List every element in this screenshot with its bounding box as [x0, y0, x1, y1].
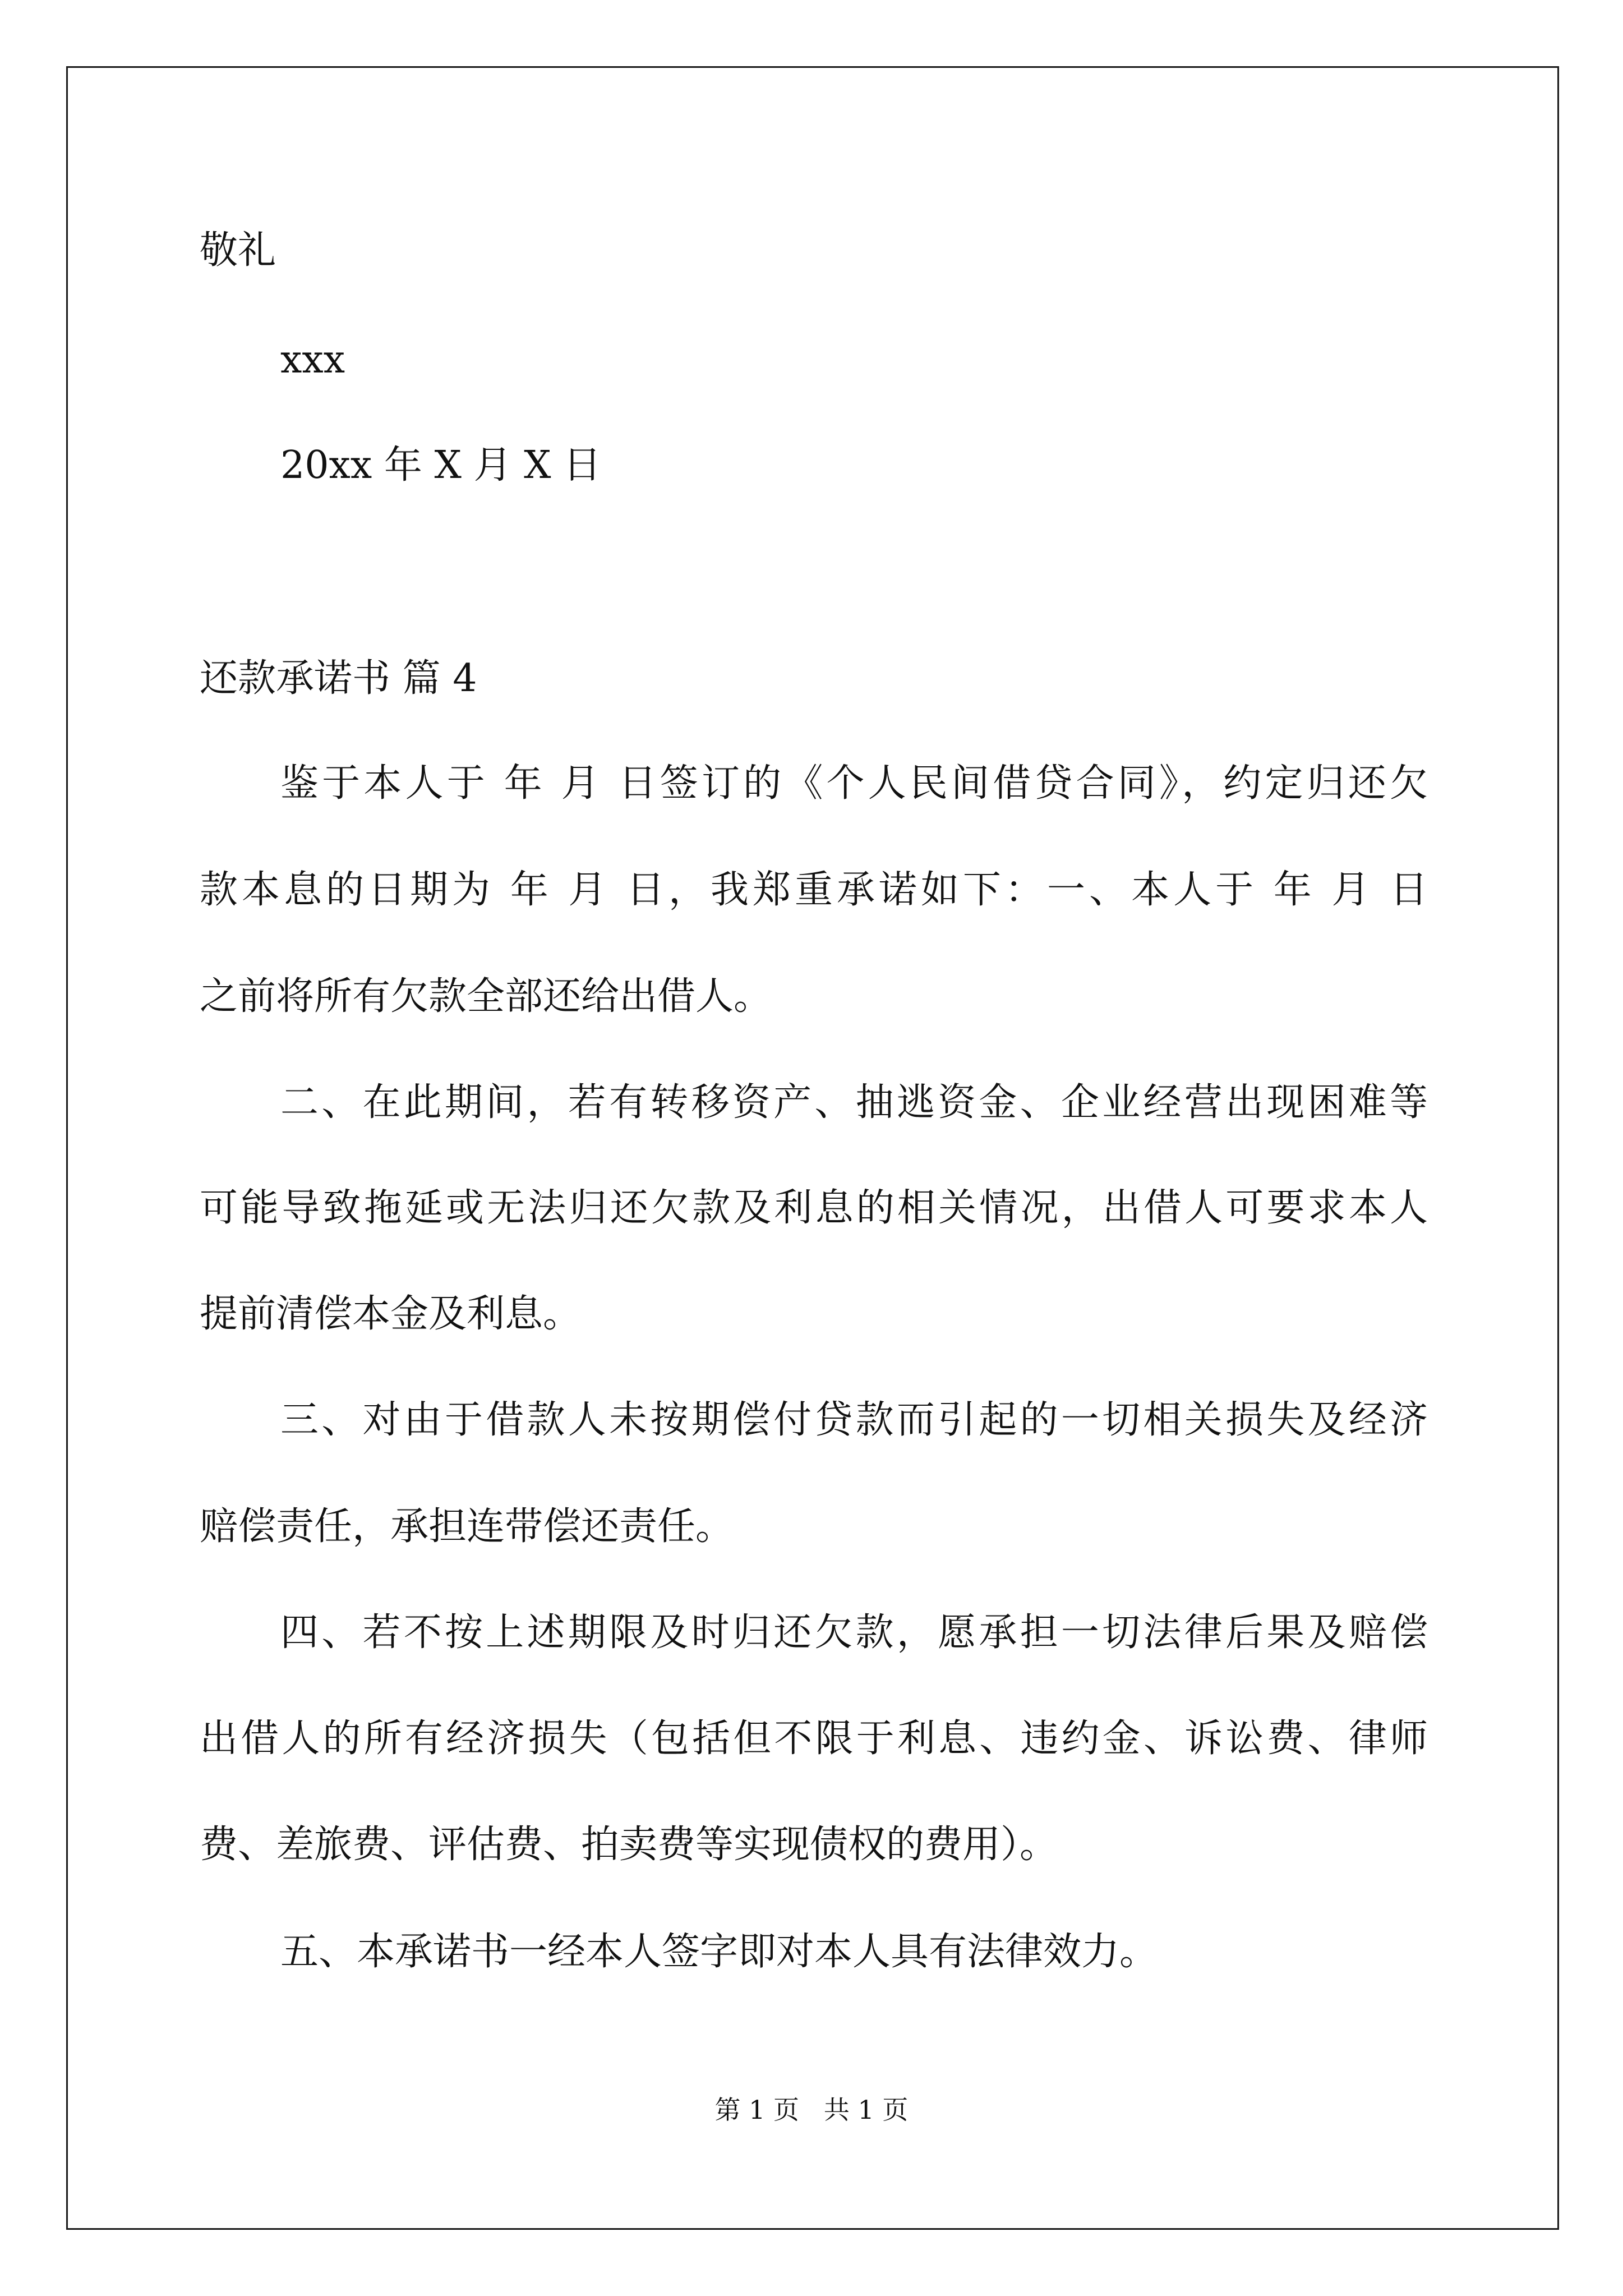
paragraph-line: 五、本承诺书一经本人签字即对本人具有法律效力。 [280, 1930, 1158, 1974]
paragraph-line: 出借人的所有经济损失（包括但不限于利息、违约金、诉讼费、律师 [200, 1717, 1428, 1761]
paragraph-line: 提前清偿本金及利息。 [200, 1292, 582, 1336]
section-title: 还款承诺书 篇 4 [200, 656, 477, 701]
page-border [66, 66, 1559, 2230]
letter-signature: xxx [280, 338, 345, 382]
paragraph-line: 鉴于本人于 年 月 日签订的《个人民间借贷合同》，约定归还欠 [280, 761, 1428, 806]
paragraph-line: 赔偿责任，承担连带偿还责任。 [200, 1504, 734, 1549]
letter-closing: 敬礼 [200, 228, 276, 273]
paragraph-line: 可能导致拖延或无法归还欠款及利息的相关情况，出借人可要求本人 [200, 1186, 1428, 1230]
paragraph-line: 四、若不按上述期限及时归还欠款，愿承担一切法律后果及赔偿 [280, 1611, 1428, 1655]
paragraph-line: 二、在此期间，若有转移资产、抽逃资金、企业经营出现困难等 [280, 1080, 1428, 1125]
paragraph-line: 款本息的日期为 年 月 日，我郑重承诺如下：一、本人于 年 月 日 [200, 868, 1428, 912]
paragraph-line: 三、对由于借款人未按期偿付贷款而引起的一切相关损失及经济 [280, 1398, 1428, 1442]
page-number-footer: 第 1 页 共 1 页 [714, 2095, 909, 2125]
paragraph-line: 之前将所有欠款全部还给出借人。 [200, 974, 772, 1019]
paragraph-line: 费、差旅费、评估费、拍卖费等实现债权的费用）。 [200, 1823, 1058, 1867]
letter-date: 20xx 年 X 月 X 日 [280, 443, 602, 487]
